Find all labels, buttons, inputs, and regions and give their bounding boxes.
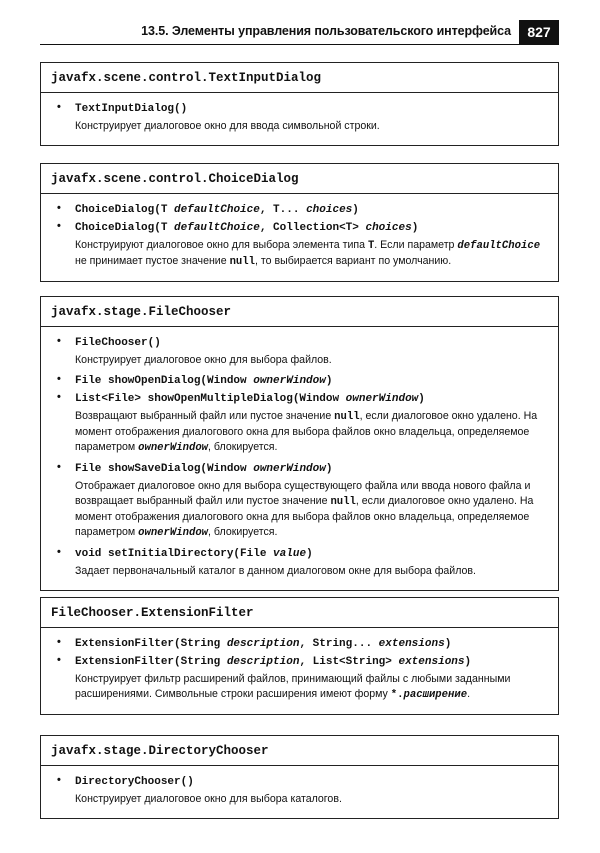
method-description: Отображает диалоговое окно для выбора существующего файла или ввода нового файла и возвращает выбранный файл или пустое значение null, если диалоговое окно удалено. На момент отображения диалогового окна для выбора файлов окно владельца, определяемое параметром ownerWindow, блокируется.	[75, 480, 534, 539]
method-description: Конструирует диалоговое окно для выбора каталогов.	[75, 793, 342, 805]
method-description: Конструирует фильтр расширений файлов, принимающий файлы с любыми заданными расширениями. Символьные строки расширения имеют форму *.расширение.	[75, 673, 511, 701]
api-box-choicedialog	[40, 163, 559, 282]
method-description: Конструирует диалоговое окно для выбора файлов.	[75, 354, 332, 366]
method-description: Конструируют диалоговое окно для выбора элемента типа T. Если параметр defaultChoice не принимает пустое значение null, то выбирается вариант по умолчанию.	[75, 239, 541, 268]
bullet-icon: •	[57, 636, 61, 648]
method-signature: ExtensionFilter(String description, String... extensions)	[75, 638, 452, 650]
method-signature: TextInputDialog()	[75, 103, 188, 115]
list-item	[55, 636, 548, 652]
method-signature: List<File> showOpenMultipleDialog(Window ownerWindow)	[75, 393, 425, 405]
api-box-directorychooser	[40, 735, 559, 819]
box-title: FileChooser.ExtensionFilter	[41, 598, 558, 628]
method-signature: File showSaveDialog(Window ownerWindow)	[75, 463, 333, 475]
list-item	[55, 461, 548, 541]
list-item	[55, 335, 548, 368]
box-title: javafx.scene.control.ChoiceDialog	[41, 164, 558, 194]
bullet-icon: •	[57, 774, 61, 786]
method-signature: ChoiceDialog(T defaultChoice, Collection<T> choices)	[75, 222, 419, 234]
method-signature: ChoiceDialog(T defaultChoice, T... choices)	[75, 204, 359, 216]
method-signature: FileChooser()	[75, 337, 161, 349]
list-item	[55, 220, 548, 270]
running-header	[40, 20, 559, 45]
api-box-filechooser	[40, 296, 559, 591]
bullet-icon: •	[57, 202, 61, 214]
bullet-icon: •	[57, 654, 61, 666]
method-signature: DirectoryChooser()	[75, 776, 194, 788]
method-signature: ExtensionFilter(String description, List<String> extensions)	[75, 656, 472, 668]
api-box-extensionfilter	[40, 597, 559, 715]
box-title: javafx.stage.DirectoryChooser	[41, 736, 558, 766]
method-description: Задает первоначальный каталог в данном диалоговом окне для выбора файлов.	[75, 565, 476, 577]
bullet-icon: •	[57, 373, 61, 385]
method-description: Возвращают выбранный файл или пустое значение null, если диалоговое окно удалено. На момент отображения диалогового окна для выбора файлов окно владельца, определяемое параметром ownerWindow, блокируется.	[75, 410, 538, 454]
bullet-icon: •	[57, 220, 61, 232]
list-item	[55, 774, 548, 807]
list-item	[55, 101, 548, 134]
method-description: Конструирует диалоговое окно для ввода символьной строки.	[75, 120, 380, 132]
bullet-icon: •	[57, 391, 61, 403]
list-item	[55, 373, 548, 389]
api-box-textinputdialog	[40, 62, 559, 146]
bullet-icon: •	[57, 461, 61, 473]
bullet-icon: •	[57, 335, 61, 347]
list-item	[55, 391, 548, 456]
method-signature: void setInitialDirectory(File value)	[75, 548, 313, 560]
box-title: javafx.stage.FileChooser	[41, 297, 558, 327]
list-item	[55, 654, 548, 703]
list-item	[55, 546, 548, 579]
header-title: 13.5. Элементы управления пользовательского интерфейса	[141, 24, 511, 38]
box-title: javafx.scene.control.TextInputDialog	[41, 63, 558, 93]
page-number: 827	[519, 20, 559, 45]
method-signature: File showOpenDialog(Window ownerWindow)	[75, 375, 333, 387]
bullet-icon: •	[57, 101, 61, 113]
bullet-icon: •	[57, 546, 61, 558]
list-item	[55, 202, 548, 218]
